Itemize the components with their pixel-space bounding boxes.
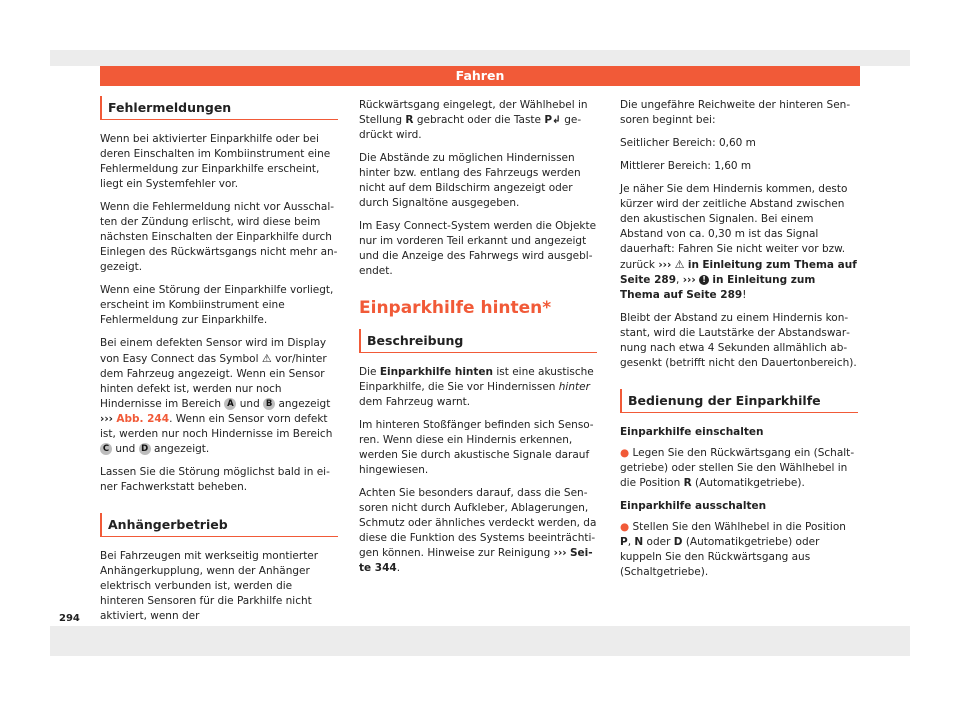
paragraph-warning: Je näher Sie dem Hindernis kommen, desto kürzer wird der zeitliche Abstand zwischen den akustischen Signalen. Bei einem Abstand von ca. 0,30 m ist das Signal dauerhaft: Fahren Sie nicht weiter vor bzw. zurück ››› ⚠ in Einleitung zum Thema auf Seite 289, ››› ! in Einleitung zum Thema auf Seite 289! (620, 183, 857, 301)
paragraph: Wenn die Fehlermeldung nicht vor Ausschalten der Zündung erlischt, wird diese beim nächsten Einschalten der Einparkhilfe durch Einlegen des Rückwärtsgangs nicht mehr angezeigt. (100, 201, 338, 273)
area-b-label: B (263, 398, 275, 410)
heading-beschreibung: Beschreibung (359, 329, 597, 353)
reference-arrows: ››› (682, 274, 696, 286)
area-a-label: A (224, 398, 236, 410)
page-number: 294 (59, 613, 80, 624)
paragraph: Im hinteren Stoßfänger befinden sich Sensoren. Wenn diese ein Hindernis erkennen, werden Sie durch akustische Signale darauf hingewiesen. (359, 419, 594, 476)
subheading-ausschalten: Einparkhilfe ausschalten (620, 500, 767, 512)
area-d-label: D (139, 443, 151, 455)
figure-link[interactable]: Abb. 244 (116, 413, 170, 425)
intro-link[interactable]: in Einleitung zum Thema auf Seite 289 (620, 274, 816, 301)
bullet-icon: ● (620, 447, 630, 459)
reference-arrows: ››› (553, 547, 567, 559)
paragraph: Die ungefähre Reichweite der hinteren Sensoren beginnt bei: (620, 99, 851, 126)
paragraph: Wenn eine Störung der Einparkhilfe vorliegt, erscheint im Kombiinstrument eine Fehlermeldung zur Einparkhilfe. (100, 284, 334, 326)
park-button-icon: P↲ (544, 114, 561, 126)
column-2 (359, 98, 597, 584)
subheading-einschalten: Einparkhilfe einschalten (620, 426, 764, 438)
paragraph: Im Easy Connect-System werden die Objekte nur im vorderen Teil erkannt und angezeigt und die Anzeige des Fahrwegs wird ausgeblendet. (359, 220, 597, 277)
paragraph: Bei Fahrzeugen mit werkseitig montierter Anhängerkupplung, wenn der Anhänger elektrisch verbunden ist, werden die hinteren Sensoren für die Parkhilfe nicht aktiviert, wenn der (100, 550, 319, 622)
column-3 (620, 98, 858, 588)
exclamation-icon: ! (699, 275, 709, 285)
warning-triangle-icon: ⚠ (674, 258, 685, 271)
paragraph: Bleibt der Abstand zu einem Hindernis konstant, wird die Lautstärke der Abstandswarnung nach etwa 4 Sekunden allmählich abgesenkt (betrifft nicht den Dauertonbereich). (620, 312, 857, 369)
bullet-icon: ● (620, 521, 630, 533)
paragraph: Die Einparkhilfe hinten ist eine akustische Einparkhilfe, die Sie vor Hindernissen hinter dem Fahrzeug warnt. (359, 366, 594, 408)
heading-fehlermeldungen: Fehlermeldungen (100, 96, 338, 120)
paragraph-sensor: Bei einem defekten Sensor wird im Display von Easy Connect das Symbol ⚠ vor/hinter dem Fahrzeug angezeigt. Wenn ein Sensor hinten defekt ist, werden nur noch Hindernisse im Bereich A und B angezeigt ››› Abb. 244. Wenn ein Sensor vorn defekt ist, werden nur noch Hindernisse im Bereich C und D angezeigt. (100, 337, 333, 455)
reference-arrows: ››› (100, 413, 113, 425)
section-header: Fahren (100, 66, 860, 86)
area-c-label: C (100, 443, 112, 455)
paragraph: Seitlicher Bereich: 0,60 m (620, 137, 756, 149)
heading-bedienung: Bedienung der Einparkhilfe (620, 389, 858, 413)
paragraph: Lassen Sie die Störung möglichst bald in einer Fachwerkstatt beheben. (100, 466, 330, 493)
paragraph: Achten Sie besonders darauf, dass die Sensoren nicht durch Aufkleber, Ablagerungen, Schmutz oder ähnliches verdeckt werden, da diese die Funktion des Systems beeinträchtigen können. Hinweise zur Reinigung ››› Seite 344. (359, 487, 597, 574)
reference-arrows: ››› (658, 259, 672, 271)
paragraph: Mittlerer Bereich: 1,60 m (620, 160, 752, 172)
bullet-item: ● Legen Sie den Rückwärtsgang ein (Schaltgetriebe) oder stellen Sie den Wählhebel in die Position R (Automatikgetriebe). (620, 447, 855, 489)
bullet-item: ● Stellen Sie den Wählhebel in die Position P, N oder D (Automatikgetriebe) oder kuppeln Sie den Rückwärtsgang aus (Schaltgetriebe). (620, 521, 846, 578)
paragraph: Wenn bei aktivierter Einparkhilfe oder bei deren Einschalten im Kombiinstrument eine Fehlermeldung zur Einparkhilfe erscheint, liegt ein Systemfehler vor. (100, 133, 331, 190)
intro-link[interactable]: Einleitung zum Thema auf Seite 289 (620, 259, 857, 286)
page-link[interactable]: Seite 344 (359, 547, 593, 574)
paragraph: Die Abstände zu möglichen Hindernissen hinter bzw. entlang des Fahrzeugs werden nicht auf dem Bildschirm angezeigt oder durch Signaltöne ausgegeben. (359, 152, 581, 209)
heading-einparkhilfe-hinten: Einparkhilfe hinten* (359, 298, 552, 318)
paragraph: Rückwärtsgang eingelegt, der Wählhebel in Stellung R gebracht oder die Taste P↲ gedrückt wird. (359, 99, 588, 141)
column-1 (100, 96, 338, 632)
warning-triangle-icon: ⚠ (261, 352, 272, 365)
heading-anhaengerbetrieb: Anhängerbetrieb (100, 513, 338, 537)
